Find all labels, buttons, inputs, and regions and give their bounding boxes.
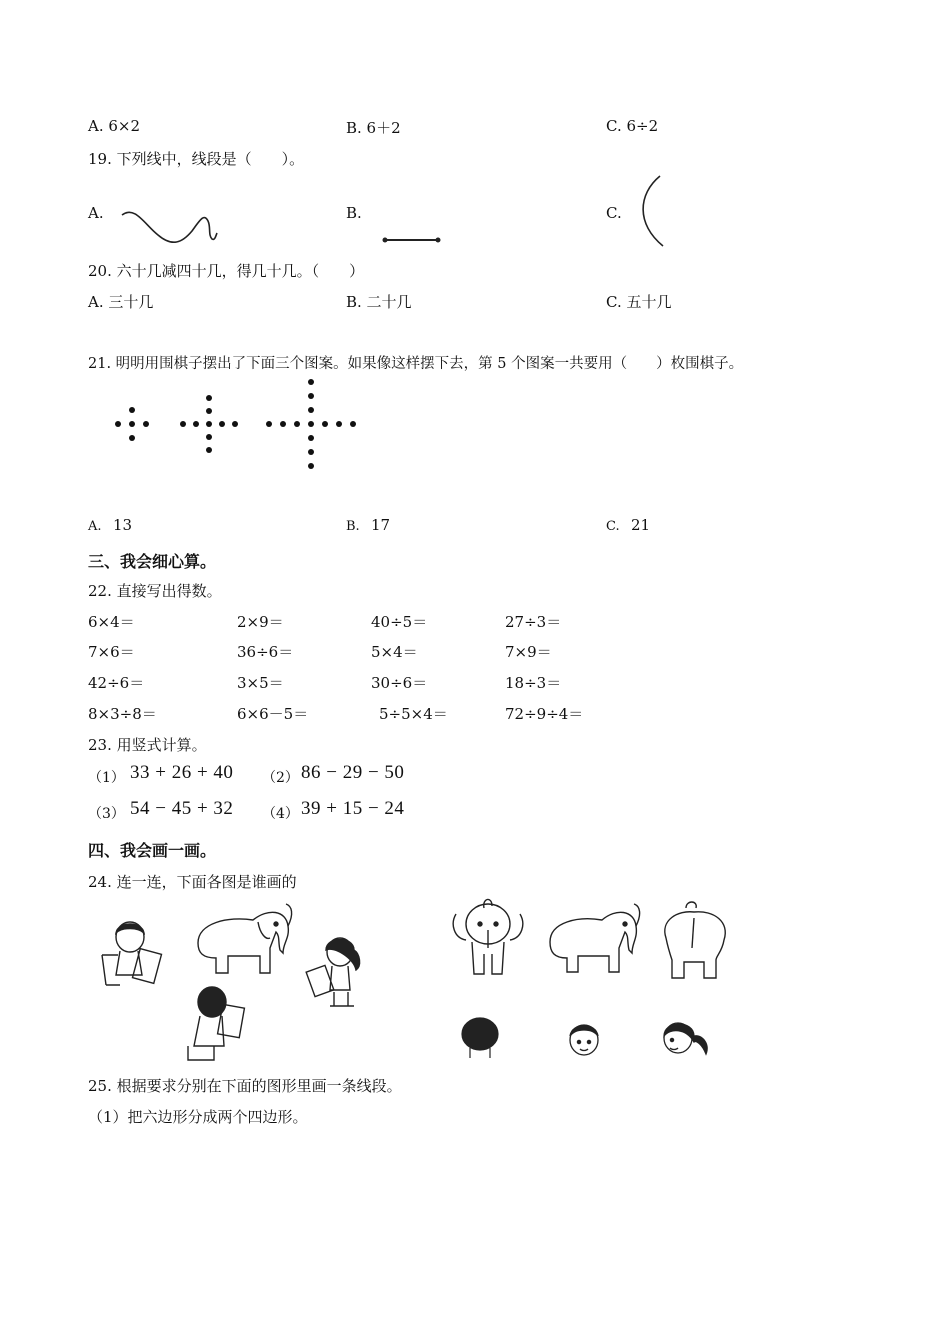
- q23-expr-3: 54 − 45 + 32: [130, 798, 234, 819]
- girl-drawing-illustration-right: [304, 932, 374, 1012]
- girl-head-illustration: [656, 1014, 716, 1064]
- q21-value-b: 17: [371, 516, 391, 534]
- elephant-front-illustration: [448, 898, 528, 978]
- calc-item: 42÷6＝: [88, 674, 145, 692]
- calc-item: 30÷6＝: [371, 674, 428, 692]
- q19-label-a: A.: [88, 204, 104, 222]
- calc-item: 3×5＝: [237, 674, 284, 692]
- calc-item: 40÷5＝: [371, 613, 428, 631]
- q18-option-b: B. 6＋2: [346, 119, 401, 137]
- calc-item: 72÷9÷4＝: [505, 705, 584, 723]
- calc-item: 8×3÷8＝: [88, 705, 157, 723]
- calc-item: 6×4＝: [88, 613, 135, 631]
- q21-stem: 21. 明明用围棋子摆出了下面三个图案。如果像这样摆下去，第 5 个图案一共要用（ ）枚围棋子。: [88, 356, 744, 372]
- calc-item: 6×6－5＝: [237, 705, 309, 723]
- girl-head-back-illustration: [456, 1016, 506, 1062]
- calc-item: 5÷5×4＝: [379, 705, 448, 723]
- boy-drawing-illustration: [98, 915, 168, 995]
- girl-drawing-illustration-bottom: [184, 982, 254, 1064]
- q23-num-4: （4）: [262, 806, 299, 822]
- q21-letter-c: C.: [606, 519, 620, 534]
- q23-num-3: （3）: [88, 806, 125, 822]
- q25-sub1: （1）把六边形分成两个四边形。: [88, 1108, 308, 1126]
- wavy-line-figure: [120, 205, 220, 250]
- q23-expr-4: 39 + 15 − 24: [301, 798, 405, 819]
- q21-value-a: 13: [113, 516, 133, 534]
- q23-expr-2: 86 − 29 − 50: [301, 762, 405, 783]
- boy-head-illustration: [562, 1018, 606, 1062]
- q19-label-c: C.: [606, 204, 622, 222]
- q25-stem: 25. 根据要求分别在下面的图形里画一条线段。: [88, 1077, 402, 1095]
- q21-letter-a: A.: [88, 519, 102, 534]
- go-stone-patterns: [110, 376, 360, 476]
- elephant-back-illustration: [656, 898, 734, 982]
- q20-option-c: C. 五十几: [606, 293, 672, 311]
- q21-letter-b: B.: [346, 519, 360, 534]
- q24-stem: 24. 连一连，下面各图是谁画的: [88, 873, 297, 891]
- q20-stem: 20. 六十几减四十几，得几十几。（ ）: [88, 262, 365, 280]
- elephant-side-illustration-right: [542, 898, 642, 980]
- calc-item: 7×9＝: [505, 643, 552, 661]
- q23-num-2: （2）: [262, 770, 299, 786]
- q19-stem: 19. 下列线中，线段是（ ）。: [88, 150, 305, 168]
- section-4-title: 四、我会画一画。: [88, 841, 217, 860]
- q22-stem: 22. 直接写出得数。: [88, 582, 222, 600]
- q23-num-1: （1）: [88, 770, 125, 786]
- q23-stem: 23. 用竖式计算。: [88, 736, 207, 754]
- q23-expr-1: 33 + 26 + 40: [130, 762, 234, 783]
- q18-option-a: A. 6×2: [88, 117, 141, 135]
- calc-item: 2×9＝: [237, 613, 284, 631]
- q20-option-a: A. 三十几: [88, 293, 154, 311]
- q18-option-c: C. 6÷2: [606, 117, 659, 135]
- calc-item: 5×4＝: [371, 643, 418, 661]
- q21-value-c: 21: [631, 516, 651, 534]
- calc-item: 27÷3＝: [505, 613, 562, 631]
- calc-item: 18÷3＝: [505, 674, 562, 692]
- line-segment-figure: [380, 233, 445, 247]
- q20-option-b: B. 二十几: [346, 293, 412, 311]
- calc-item: 7×6＝: [88, 643, 135, 661]
- section-3-title: 三、我会细心算。: [88, 552, 217, 571]
- q19-label-b: B.: [346, 204, 362, 222]
- elephant-side-illustration-left: [188, 898, 298, 983]
- arc-figure: [636, 172, 666, 250]
- calc-item: 36÷6＝: [237, 643, 294, 661]
